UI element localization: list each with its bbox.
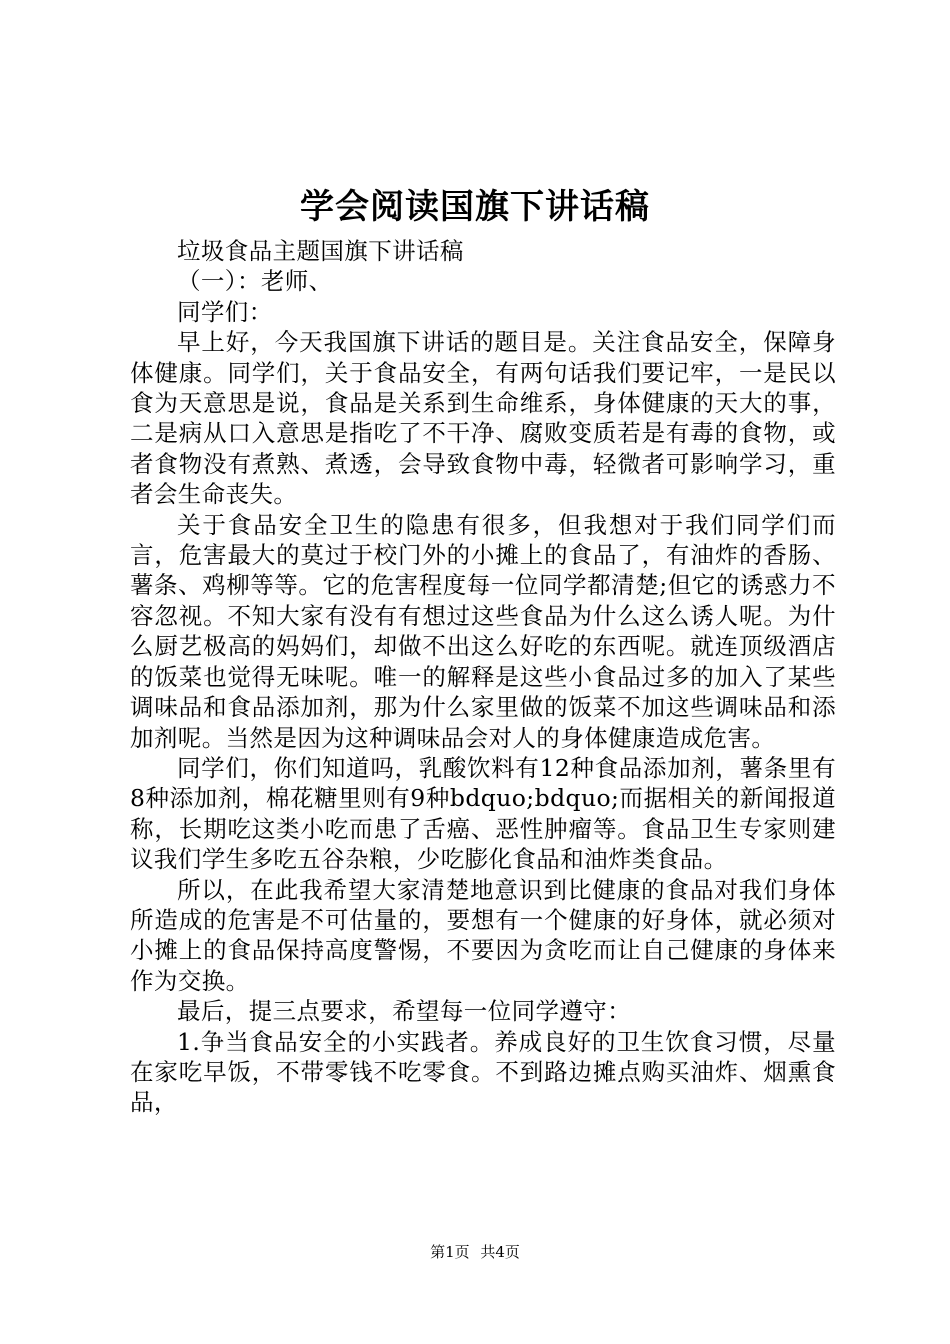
document-title: 学会阅读国旗下讲话稿: [300, 187, 650, 227]
body-paragraph: 早上好，今天我国旗下讲话的题目是。关注食品安全，保障身体健康。同学们，关于食品安全，有两句话我们要记牢，一是民以食为天意思是说，食品是关系到生命维系，身体健康的天大的事，二是病从口入意思是指吃了不干净、腐败变质若是有毒的食物，或者食物没有煮熟、煮透，会导致食物中毒，轻微者可影响学习，重者会生命丧失。: [130, 328, 836, 509]
body-paragraph: 同学们，你们知道吗，乳酸饮料有12种食品添加剂，薯条里有8种添加剂，棉花糖里则有9种bdquo;bdquo;而据相关的新闻报道称，长期吃这类小吃而患了舌癌、恶性肿瘤等。食品卫生专家则建议我们学生多吃五谷杂粮，少吃膨化食品和油炸类食品。: [130, 753, 836, 874]
body-paragraph: 最后，提三点要求，希望每一位同学遵守：: [177, 997, 632, 1026]
salutation-paragraph: 同学们：: [177, 297, 273, 326]
body-paragraph: 关于食品安全卫生的隐患有很多，但我想对于我们同学们而言，危害最大的莫过于校门外的小摊上的食品了，有油炸的香肠、薯条、鸡柳等等。它的危害程度每一位同学都清楚;但它的诱惑力不容忽视。不知大家有没有有想过这些食品为什么这么诱人呢。为什么厨艺极高的妈妈们，却做不出这么好吃的东西呢。就连顶级酒店的饭菜也觉得无味呢。唯一的解释是这些小食品过多的加入了某些调味品和食品添加剂，那为什么家里做的饭菜不加这些调味品和添加剂呢。当然是因为这种调味品会对人的身体健康造成危害。: [130, 510, 836, 752]
body-paragraph: 1.争当食品安全的小实践者。养成良好的卫生饮食习惯，尽量在家吃早饭，不带零钱不吃零食。不到路边摊点购买油炸、烟熏食品，: [130, 1027, 836, 1117]
page-number: 第1页: [430, 1243, 470, 1261]
body-paragraph: 所以，在此我希望大家清楚地意识到比健康的食品对我们身体所造成的危害是不可估量的，要想有一个健康的好身体，就必须对小摊上的食品保持高度警惕，不要因为贪吃而让自己健康的身体来作为交换。: [130, 875, 836, 995]
page-total: 共4页: [480, 1243, 520, 1261]
salutation-paragraph: （一）：老师、: [177, 267, 333, 296]
subtitle-paragraph: 垃圾食品主题国旗下讲话稿: [177, 237, 464, 265]
document-body: [130, 236, 836, 1118]
page-footer: [0, 1240, 950, 1264]
